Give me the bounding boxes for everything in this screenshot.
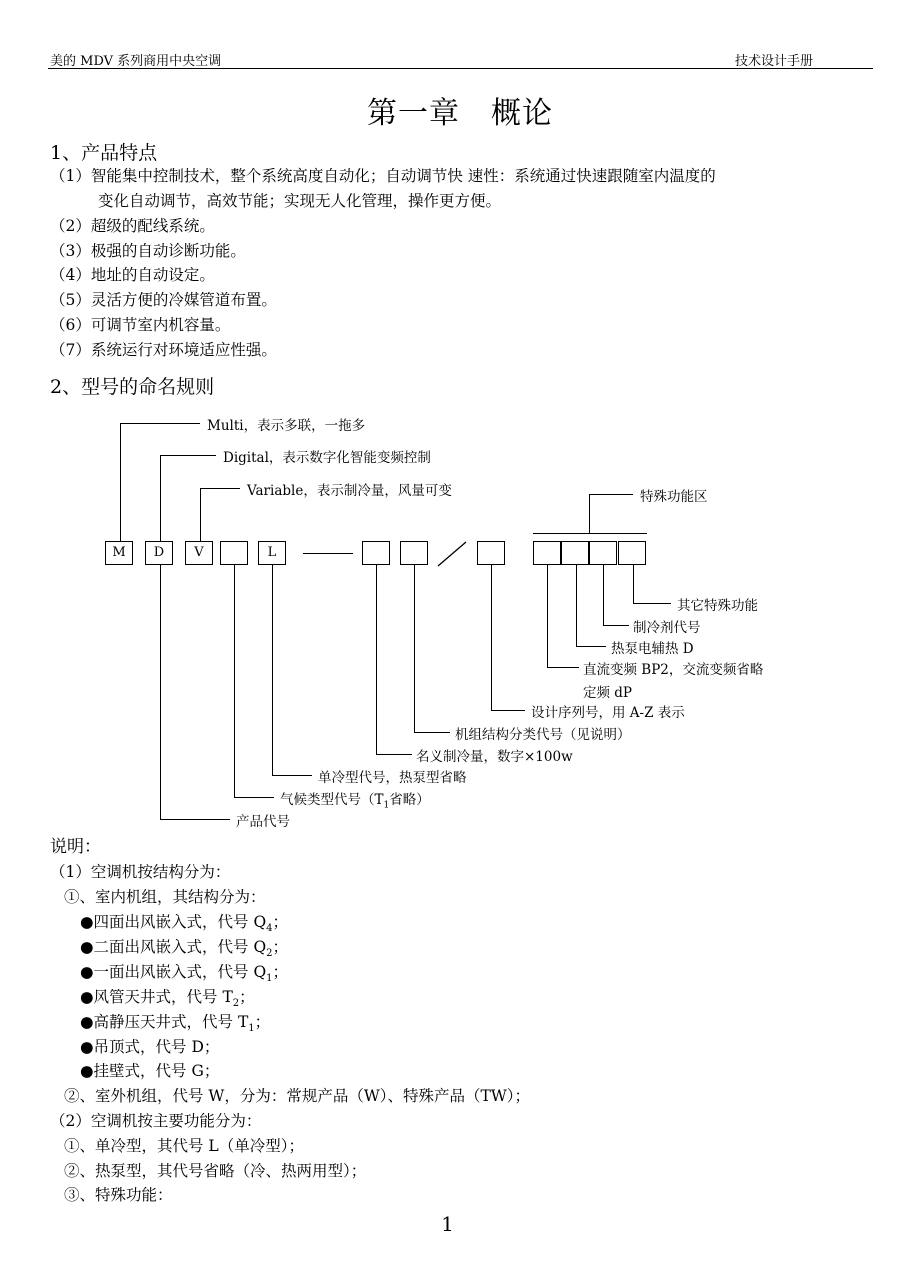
notes-heading: 说明：: [50, 837, 101, 857]
label-product-code: 产品代号: [236, 814, 290, 830]
slash-mark: [436, 540, 468, 568]
label-digital: Digital，表示数字化智能变频控制: [223, 450, 431, 466]
dash-line: [303, 553, 353, 554]
note-1: （1）空调机按结构分为：: [50, 863, 231, 881]
box-d: D: [145, 541, 173, 565]
feature-item-1: （1）智能集中控制技术，整个系统高度自动化；自动调节快 速性：系统通过快速跟随室内温度的: [50, 167, 716, 185]
label-refrigerant: 制冷剂代号: [633, 620, 701, 636]
feature-item-1-cont: 变化自动调节，高效节能；实现无人化管理，操作更方便。: [98, 192, 502, 210]
label-heatpump-d: 热泵电辅热 D: [611, 641, 694, 657]
bullet-item: ●二面出风嵌入式，代号 $Q_2$；: [80, 938, 289, 960]
feature-item-7: （7）系统运行对环境适应性强。: [50, 341, 277, 359]
feature-item-5: （5）灵活方便的冷媒管道布置。: [50, 291, 277, 309]
box-l: L: [258, 541, 286, 565]
header-left: 美的 MDV 系列商用中央空调: [50, 54, 222, 69]
note-2: （2）空调机按主要功能分为：: [50, 1112, 262, 1130]
box-climate: [220, 541, 248, 565]
note-2-3: ③、特殊功能：: [64, 1186, 173, 1204]
page-number: 1: [441, 1212, 454, 1236]
label-other-special: 其它特殊功能: [677, 598, 758, 614]
note-2-2: ②、热泵型，其代号省略（冷、热两用型）；: [64, 1162, 367, 1180]
label-special-zone: 特殊功能区: [640, 489, 708, 505]
label-capacity: 名义制冷量，数字×100w: [416, 749, 573, 765]
label-design-seq: 设计序列号，用 A-Z 表示: [531, 705, 685, 721]
bullet-item: ●一面出风嵌入式，代号 $Q_1$；: [80, 963, 289, 985]
feature-item-2: （2）超级的配线系统。: [50, 217, 215, 235]
header-rule: [48, 68, 873, 69]
box-structure: [400, 541, 428, 565]
bullet-item: ●风管天井式，代号 $T_2$；: [80, 988, 255, 1010]
feature-item-3: （3）极强的自动诊断功能。: [50, 242, 246, 260]
section2-heading: 2、型号的命名规则: [50, 376, 215, 398]
note-1-1: ①、室内机组，其结构分为：: [64, 888, 266, 906]
label-dc-inverter: 直流变频 BP2，交流变频省略: [583, 662, 764, 678]
label-fixed-freq: 定频 dP: [583, 685, 633, 701]
header-right: 技术设计手册: [735, 54, 814, 69]
feature-item-4: （4）地址的自动设定。: [50, 266, 215, 284]
chapter-title: 第一章 概论: [367, 96, 553, 131]
box-design-seq: [477, 541, 505, 565]
section1-heading: 1、产品特点: [50, 142, 158, 164]
note-2-1: ①、单冷型，其代号 L（单冷型）；: [64, 1137, 304, 1155]
feature-item-6: （6）可调节室内机容量。: [50, 316, 231, 334]
box-special-1: [533, 541, 561, 565]
bullet-item: ●高静压天井式，代号 $T_1$；: [80, 1013, 271, 1035]
label-climate: 气候类型代号（$T_1$省略）: [280, 792, 430, 811]
bullet-item: ●吊顶式，代号 D；: [80, 1038, 220, 1056]
box-capacity: [362, 541, 390, 565]
box-m: M: [105, 541, 133, 565]
label-cooling-only: 单冷型代号，热泵型省略: [318, 770, 467, 786]
note-1-2: ②、室外机组，代号 W，分为：常规产品（W）、特殊产品（TW）；: [64, 1087, 531, 1105]
box-special-2: [561, 541, 589, 565]
label-multi: Multi，表示多联，一拖多: [207, 418, 366, 434]
box-v: V: [185, 541, 213, 565]
bullet-item: ●四面出风嵌入式，代号 $Q_4$；: [80, 913, 289, 935]
label-structure-code: 机组结构分类代号（见说明）: [455, 727, 631, 743]
box-special-4: [618, 541, 646, 565]
label-variable: Variable，表示制冷量，风量可变: [247, 483, 452, 499]
bullet-item: ●挂壁式，代号 G；: [80, 1062, 220, 1080]
box-special-3: [589, 541, 617, 565]
